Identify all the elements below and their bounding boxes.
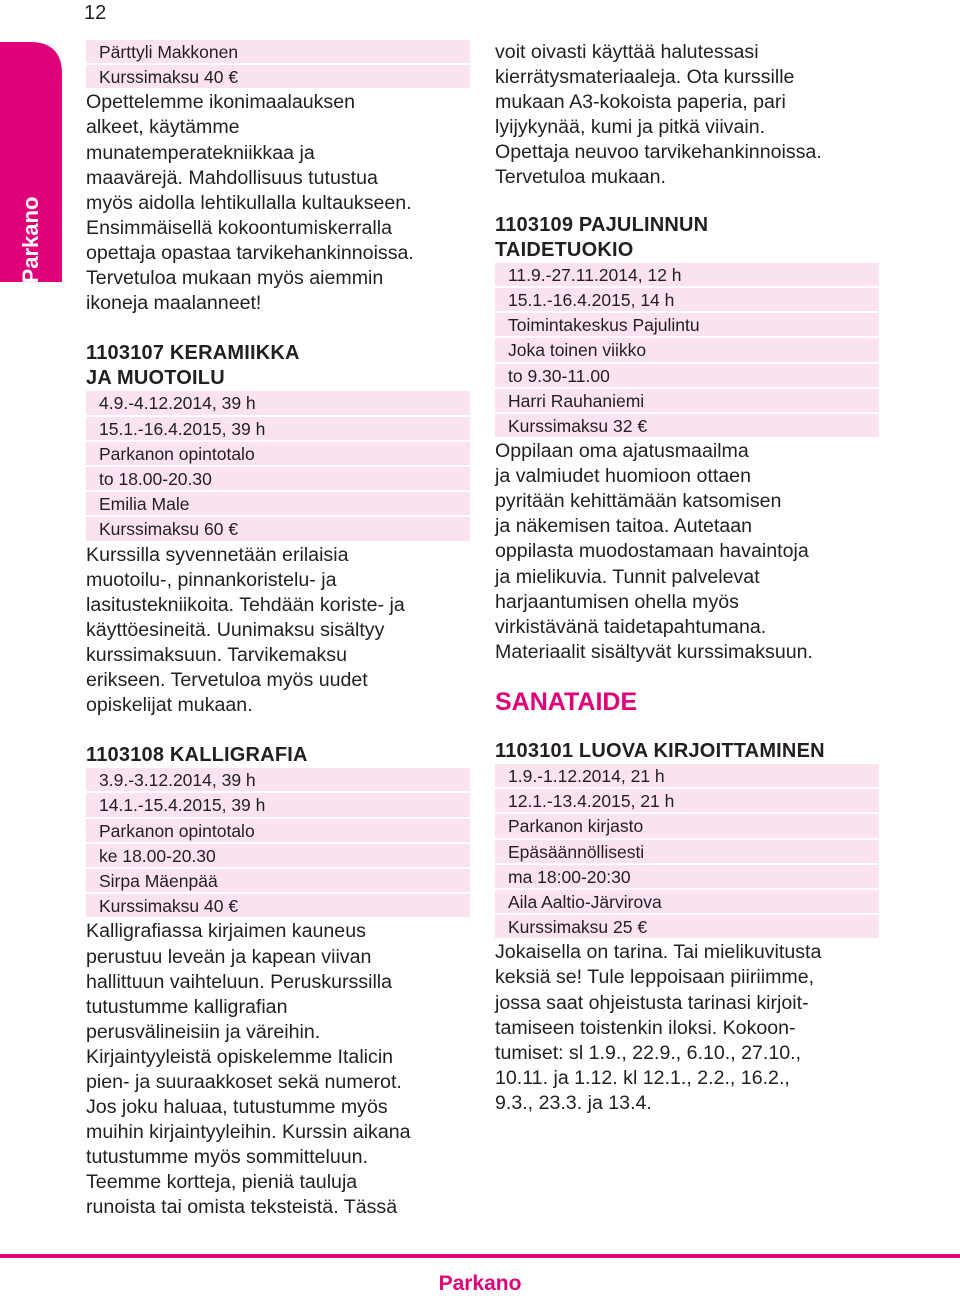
- continued-description: voit oivasti käyttää halutessasi kierrätysmateriaaleja. Ota kurssille mukaan A3-kokoista paperia, pari lyijykynää, kumi ja pitkä viivain. Opettaja neuvoo tarvikehankinnoissa. Tervetuloa mukaan.: [495, 41, 822, 189]
- course-detail-line: Toimintakeskus Pajulintu: [495, 313, 879, 338]
- course-detail-line: ke 18.00-20.30: [86, 844, 470, 869]
- intro-description: Opettelemme ikonimaalauksen alkeet, käytämme munatemperatekniikkaa ja maavärejä. Mahdollisuus tutustua myös aidolla lehtikullalla kultaukseen. Ensimmäisellä kokoontumiskerralla opettaja opastaa tarvikehankinnoissa. Tervetuloa mukaan myös aiemmin ikoneja maalanneet!: [86, 91, 414, 315]
- course-title-kalligrafia: 1103108 KALLIGRAFIA: [86, 744, 308, 767]
- left-column: [86, 40, 470, 1221]
- course-detail-line: 12.1.-13.4.2015, 21 h: [495, 789, 879, 814]
- course-title-keramiikka: 1103107 KERAMIIKKA JA MUOTOILU: [86, 342, 300, 390]
- intro-teacher: Pärttyli Makkonen: [86, 40, 470, 65]
- section-title-sanataide: SANATAIDE: [495, 687, 638, 716]
- course-detail-line: Epäsäännöllisesti: [495, 840, 879, 865]
- page-number: 12: [84, 2, 107, 24]
- course-description-keramiikka: Kurssilla syvennetään erilaisia muotoilu-, pinnankoristelu- ja lasitustekniikoita. Tehdään koriste- ja käyttöesineitä. Uunimaksu sisältyy kurssimaksuun. Tarvikemaksu erikseen. Tervetuloa myös uudet opiskelijat mukaan.: [86, 543, 405, 717]
- course-detail-line: Joka toinen viikko: [495, 338, 879, 363]
- course-detail-line: Kurssimaksu 60 €: [86, 517, 470, 542]
- course-detail-line: Aila Aaltio-Järvirova: [495, 890, 879, 915]
- course-detail-line: 1.9.-1.12.2014, 21 h: [495, 764, 879, 789]
- right-column: [495, 40, 879, 1116]
- course-detail-line: Emilia Male: [86, 492, 470, 517]
- course-detail-line: 15.1.-16.4.2015, 14 h: [495, 288, 879, 313]
- footer-label: Parkano: [438, 1272, 522, 1295]
- intro-fee: Kurssimaksu 40 €: [86, 65, 470, 90]
- course-detail-line: Parkanon opintotalo: [86, 442, 470, 467]
- course-detail-line: 4.9.-4.12.2014, 39 h: [86, 391, 470, 416]
- course-detail-line: Harri Rauhaniemi: [495, 389, 879, 414]
- course-detail-line: ma 18:00-20:30: [495, 865, 879, 890]
- footer-rule: [0, 1254, 960, 1258]
- course-detail-line: to 9.30-11.00: [495, 364, 879, 389]
- course-detail-line: Kurssimaksu 32 €: [495, 414, 879, 439]
- course-description-kalligrafia: Kalligrafiassa kirjaimen kauneus perustuu leveän ja kapean viivan hallittuun vaihteluun. Peruskurssilla tutustumme kalligrafian perusvälineisiin ja väreihin. Kirjaintyyleistä opiskelemme Italicin pien- ja suuraakkoset sekä numerot. Jos joku haluaa, tutustumme myös muihin kirjaintyyleihin. Kurssin aikana tutustumme myös sommitteluun. Teemme kortteja, pieniä tauluja runoista tai omista teksteistä. Tässä: [86, 920, 411, 1219]
- course-detail-line: Parkanon opintotalo: [86, 819, 470, 844]
- course-detail-line: Kurssimaksu 25 €: [495, 915, 879, 940]
- course-detail-line: 3.9.-3.12.2014, 39 h: [86, 768, 470, 793]
- course-description-luova-kirjoittaminen: Jokaisella on tarina. Tai mielikuvitusta keksiä se! Tule leppoisaan piiriimme, jossa saat ohjeistusta tarinasi kirjoit- tamiseen toistenkin iloksi. Kokoon- tumiset: sl 1.9., 22.9., 6.10., 27.10., 10.11. ja 1.12. kl 12.1., 2.2., 16.2., 9.3., 23.3. ja 13.4.: [495, 941, 822, 1114]
- course-detail-line: 15.1.-16.4.2015, 39 h: [86, 417, 470, 442]
- course-detail-line: Sirpa Mäenpää: [86, 869, 470, 894]
- side-tab: [0, 42, 62, 282]
- course-description-pajulintu: Oppilaan oma ajatusmaailma ja valmiudet huomioon ottaen pyritään kehittämään katsomisen ja näkemisen taitoa. Autetaan oppilasta muodostamaan havaintoja ja mielikuvia. Tunnit palvelevat harjaantumisen ohella myös virkistävänä taidetapahtumana. Materiaalit sisältyvät kurssimaksuun.: [495, 440, 813, 663]
- course-detail-line: to 18.00-20.30: [86, 467, 470, 492]
- course-detail-line: 11.9.-27.11.2014, 12 h: [495, 263, 879, 288]
- course-detail-line: 14.1.-15.4.2015, 39 h: [86, 793, 470, 818]
- course-title-luova-kirjoittaminen: 1103101 LUOVA KIRJOITTAMINEN: [495, 739, 825, 762]
- course-detail-line: Kurssimaksu 40 €: [86, 894, 470, 919]
- side-tab-label: Parkano: [18, 196, 43, 284]
- course-title-pajulintu: 1103109 PAJULINNUN TAIDETUOKIO: [495, 213, 709, 261]
- course-detail-line: Parkanon kirjasto: [495, 814, 879, 839]
